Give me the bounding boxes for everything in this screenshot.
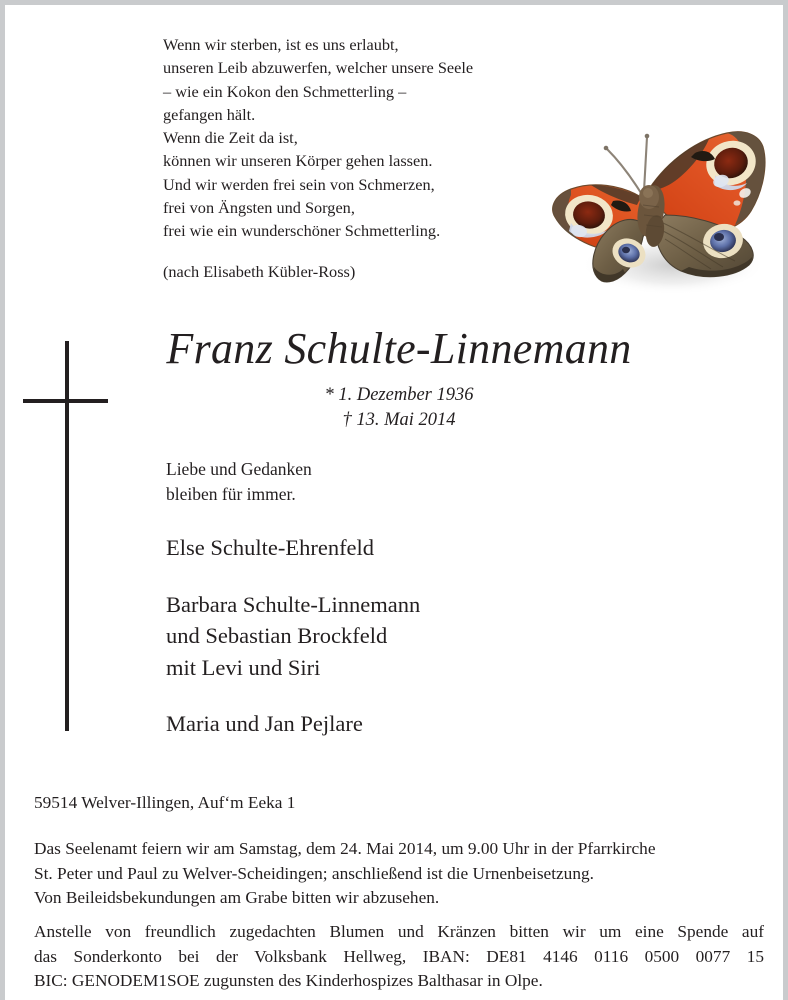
mourner-name: und Sebastian Brockfeld	[166, 623, 388, 648]
life-dates	[5, 383, 788, 433]
donation-line: Anstelle von freundlich zugedachten Blumen und Kränzen bitten wir um eine Spende auf	[34, 922, 764, 941]
poem-line: unseren Leib abzuwerfen, welcher unsere Seele	[163, 58, 474, 78]
service-line: Von Beileidsbekundungen am Grabe bitten wir abzusehen.	[34, 888, 440, 907]
donation-line: BIC: GENODEM1SOE zugunsten des Kinderhospizes Balthasar in Olpe.	[34, 971, 543, 990]
address-line: 59514 Welver-Illingen, Auf‘m Eeka 1	[34, 793, 296, 812]
mourning-message-line: Liebe und Gedanken	[166, 459, 312, 479]
mourner-name: Maria und Jan Pejlare	[166, 711, 363, 736]
mourner-group	[166, 532, 596, 564]
poem-line: gefangen hält.	[163, 104, 256, 124]
mourner-name: Else Schulte-Ehrenfeld	[166, 535, 375, 560]
poem-line: Wenn wir sterben, ist es uns erlaubt,	[163, 35, 399, 54]
service-details-block	[34, 837, 766, 911]
mourning-message-line: bleiben für immer.	[166, 484, 296, 504]
donation-note-block	[34, 920, 764, 994]
death-date: † 13. Mai 2014	[342, 410, 456, 430]
deceased-name: Franz Schulte-Linnemann	[166, 324, 632, 373]
poem-line: Wenn die Zeit da ist,	[163, 128, 298, 148]
poem-line: Und wir werden frei sein von Schmerzen,	[163, 174, 435, 194]
mourner-group	[166, 708, 596, 740]
donation-line: das Sonderkonto bei der Volksbank Hellweg, IBAN: DE81 4146 0116 0500 0077 15	[34, 946, 764, 966]
poem-line: frei wie ein wunderschöner Schmetterling.	[163, 221, 441, 241]
mourner-name: Barbara Schulte-Linnemann	[166, 591, 421, 617]
mourner-group	[166, 589, 596, 684]
poem-line: frei von Ängsten und Sorgen,	[163, 198, 355, 218]
poem-block	[163, 33, 583, 283]
service-line: St. Peter und Paul zu Welver-Scheidingen; anschließend ist die Urnenbeisetzung.	[34, 863, 594, 883]
peacock-butterfly-illustration	[545, 115, 777, 297]
birth-date: * 1. Dezember 1936	[324, 385, 474, 405]
poem-line: – wie ein Kokon den Schmetterling –	[163, 81, 407, 101]
poem-attribution: (nach Elisabeth Kübler-Ross)	[163, 261, 356, 281]
service-line: Das Seelenamt feiern wir am Samstag, dem 24. Mai 2014, um 9.00 Uhr in der Pfarrkirche	[34, 839, 656, 858]
poem-line: können wir unseren Körper gehen lassen.	[163, 151, 433, 171]
mourner-name: mit Levi und Siri	[166, 654, 321, 680]
mourners-block	[166, 457, 596, 740]
